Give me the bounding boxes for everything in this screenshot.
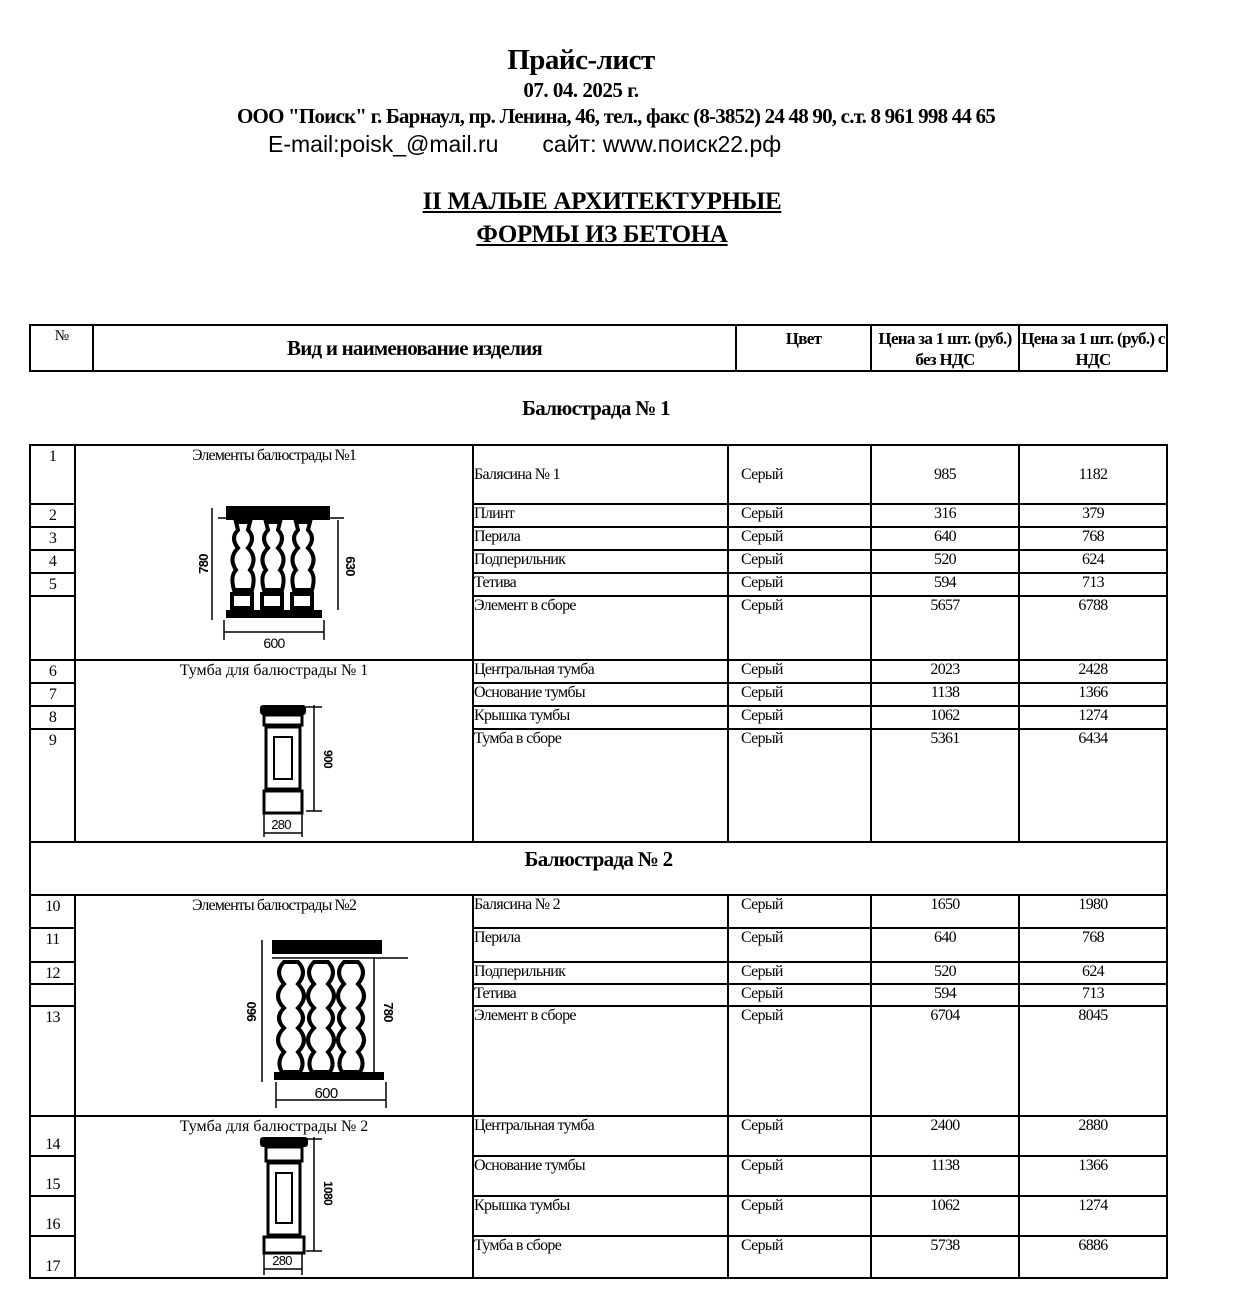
row-number <box>30 596 75 660</box>
item-price-no-vat: 5738 <box>871 1236 1019 1278</box>
row-number: 12 <box>30 962 75 984</box>
item-price-vat: 1274 <box>1019 1196 1167 1236</box>
row-number: 7 <box>30 683 75 706</box>
item-price-vat: 713 <box>1019 984 1167 1006</box>
item-name: Крышка тумбы <box>473 706 728 729</box>
item-color: Серый <box>728 706 871 729</box>
table-row <box>30 1116 1167 1156</box>
item-price-vat: 2428 <box>1019 660 1167 683</box>
item-name: Элемент в сборе <box>473 1006 728 1116</box>
column-header-table <box>29 324 1168 372</box>
row-number: 6 <box>30 660 75 683</box>
item-name: Центральная тумба <box>473 660 728 683</box>
item-price-vat: 1366 <box>1019 1156 1167 1196</box>
item-name: Центральная тумба <box>473 1116 728 1156</box>
section-number: II <box>422 188 442 215</box>
balustrade-2-drawing <box>240 936 400 1112</box>
item-price-no-vat: 640 <box>871 527 1019 550</box>
item-price-vat: 1980 <box>1019 895 1167 928</box>
row-number: 11 <box>30 928 75 962</box>
item-color: Серый <box>728 984 871 1006</box>
item-color: Серый <box>728 1156 871 1196</box>
item-name: Балясина № 1 <box>473 445 728 504</box>
row-number: 9 <box>30 729 75 842</box>
item-name: Плинт <box>473 504 728 527</box>
drawing-dim-width: 280 <box>271 817 291 832</box>
company-info: ООО "Поиск" г. Барнаул, пр. Ленина, 46, тел., факс (8-3852) 24 48 90, с.т. 8 961 998 44 65 <box>237 104 995 128</box>
col-name: Вид и наименование изделия <box>93 325 736 371</box>
item-color: Серый <box>728 683 871 706</box>
drawing-cell <box>75 1116 473 1278</box>
row-number: 1 <box>30 445 75 504</box>
item-color: Серый <box>728 1236 871 1278</box>
price-list-date: 07. 04. 2025 г. <box>523 78 639 102</box>
item-price-vat: 1182 <box>1019 445 1167 504</box>
row-number: 13 <box>30 1006 75 1116</box>
item-color: Серый <box>728 1006 871 1116</box>
row-number: 10 <box>30 895 75 928</box>
item-color: Серый <box>728 895 871 928</box>
row-number: 16 <box>30 1196 75 1236</box>
item-color: Серый <box>728 596 871 660</box>
item-color: Серый <box>728 729 871 842</box>
item-price-no-vat: 2400 <box>871 1116 1019 1156</box>
row-number: 17 <box>30 1236 75 1278</box>
drawing-caption: Элементы балюстрады №1 <box>191 447 357 464</box>
item-price-vat: 6788 <box>1019 596 1167 660</box>
item-price-no-vat: 316 <box>871 504 1019 527</box>
item-color: Серый <box>728 573 871 596</box>
table-row <box>30 445 1167 504</box>
item-price-no-vat: 520 <box>871 962 1019 984</box>
item-price-no-vat: 2023 <box>871 660 1019 683</box>
item-name: Тетива <box>473 573 728 596</box>
item-color: Серый <box>728 527 871 550</box>
item-name: Тумба в сборе <box>473 1236 728 1278</box>
item-name: Подперильник <box>473 550 728 573</box>
item-price-no-vat: 520 <box>871 550 1019 573</box>
pedestal-2-drawing <box>236 1135 346 1277</box>
email-link[interactable]: E-mail:poisk_@mail.ru <box>268 131 499 157</box>
price-table <box>29 444 1168 1279</box>
section-title-line1 <box>0 188 1204 216</box>
item-color: Серый <box>728 660 871 683</box>
item-price-no-vat: 985 <box>871 445 1019 504</box>
group-row <box>30 842 1167 895</box>
item-price-vat: 6434 <box>1019 729 1167 842</box>
drawing-dim-height: 900 <box>321 750 335 768</box>
drawing-cell <box>75 660 473 842</box>
col-price-vat: Цена за 1 шт. (руб.) с НДС <box>1019 325 1167 371</box>
group-title-2: Балюстрада № 2 <box>30 842 1167 895</box>
item-name: Тумба в сборе <box>473 729 728 842</box>
pedestal-1-drawing <box>236 703 346 843</box>
item-price-no-vat: 594 <box>871 573 1019 596</box>
item-price-no-vat: 5361 <box>871 729 1019 842</box>
group-title-1: Балюстрада № 1 <box>522 396 670 420</box>
drawing-dim-width: 600 <box>314 1085 338 1102</box>
section-title-line2: ФОРМЫ ИЗ БЕТОНА <box>476 221 728 248</box>
item-price-vat: 624 <box>1019 962 1167 984</box>
drawing-dim-height: 780 <box>196 554 211 574</box>
col-price-no-vat: Цена за 1 шт. (руб.) без НДС <box>871 325 1019 371</box>
col-num: № <box>30 325 93 371</box>
item-price-vat: 713 <box>1019 573 1167 596</box>
item-name: Балясина № 2 <box>473 895 728 928</box>
item-price-vat: 1274 <box>1019 706 1167 729</box>
row-number: 5 <box>30 573 75 596</box>
item-color: Серый <box>728 550 871 573</box>
item-price-no-vat: 1650 <box>871 895 1019 928</box>
drawing-dim-height: 1080 <box>321 1181 335 1205</box>
drawing-dim-width: 600 <box>263 635 285 651</box>
item-price-vat: 8045 <box>1019 1006 1167 1116</box>
item-price-no-vat: 1062 <box>871 706 1019 729</box>
item-price-vat: 2880 <box>1019 1116 1167 1156</box>
item-price-no-vat: 1138 <box>871 683 1019 706</box>
drawing-caption: Тумба для балюстрады № 2 <box>179 1118 369 1135</box>
row-number: 4 <box>30 550 75 573</box>
item-name: Подперильник <box>473 962 728 984</box>
item-color: Серый <box>728 1196 871 1236</box>
item-price-vat: 379 <box>1019 504 1167 527</box>
item-price-no-vat: 640 <box>871 928 1019 962</box>
table-row <box>30 895 1167 928</box>
item-name: Перила <box>473 928 728 962</box>
drawing-dim-width: 280 <box>272 1253 292 1268</box>
item-name: Тетива <box>473 984 728 1006</box>
item-color: Серый <box>728 962 871 984</box>
row-number <box>30 984 75 1006</box>
item-name: Крышка тумбы <box>473 1196 728 1236</box>
item-name: Основание тумбы <box>473 683 728 706</box>
balustrade-1-drawing <box>198 502 358 652</box>
drawing-cell <box>75 895 473 1116</box>
item-name: Элемент в сборе <box>473 596 728 660</box>
item-color: Серый <box>728 445 871 504</box>
item-price-no-vat: 6704 <box>871 1006 1019 1116</box>
site-link[interactable]: сайт: www.поиск22.рф <box>542 131 782 157</box>
drawing-dim-inner: 630 <box>343 556 358 576</box>
row-number: 15 <box>30 1156 75 1196</box>
contacts-line <box>268 131 781 158</box>
row-number: 8 <box>30 706 75 729</box>
item-price-no-vat: 594 <box>871 984 1019 1006</box>
price-list-title: Прайс-лист <box>507 44 655 76</box>
item-price-vat: 768 <box>1019 527 1167 550</box>
item-price-vat: 768 <box>1019 928 1167 962</box>
item-price-no-vat: 5657 <box>871 596 1019 660</box>
drawing-caption: Тумба для балюстрады № 1 <box>179 662 369 679</box>
item-color: Серый <box>728 928 871 962</box>
row-number: 3 <box>30 527 75 550</box>
item-color: Серый <box>728 504 871 527</box>
col-color: Цвет <box>736 325 871 371</box>
item-price-no-vat: 1138 <box>871 1156 1019 1196</box>
item-name: Основание тумбы <box>473 1156 728 1196</box>
drawing-cell <box>75 445 473 660</box>
drawing-caption: Элементы балюстрады №2 <box>191 897 357 914</box>
section-name-1: МАЛЫЕ АРХИТЕКТУРНЫЕ <box>447 188 782 215</box>
item-price-vat: 624 <box>1019 550 1167 573</box>
drawing-dim-inner: 780 <box>381 1002 396 1022</box>
item-price-vat: 6886 <box>1019 1236 1167 1278</box>
row-number: 2 <box>30 504 75 527</box>
row-number: 14 <box>30 1116 75 1156</box>
table-row <box>30 660 1167 683</box>
item-color: Серый <box>728 1116 871 1156</box>
item-name: Перила <box>473 527 728 550</box>
drawing-dim-height: 960 <box>244 1002 259 1022</box>
item-price-vat: 1366 <box>1019 683 1167 706</box>
item-price-no-vat: 1062 <box>871 1196 1019 1236</box>
